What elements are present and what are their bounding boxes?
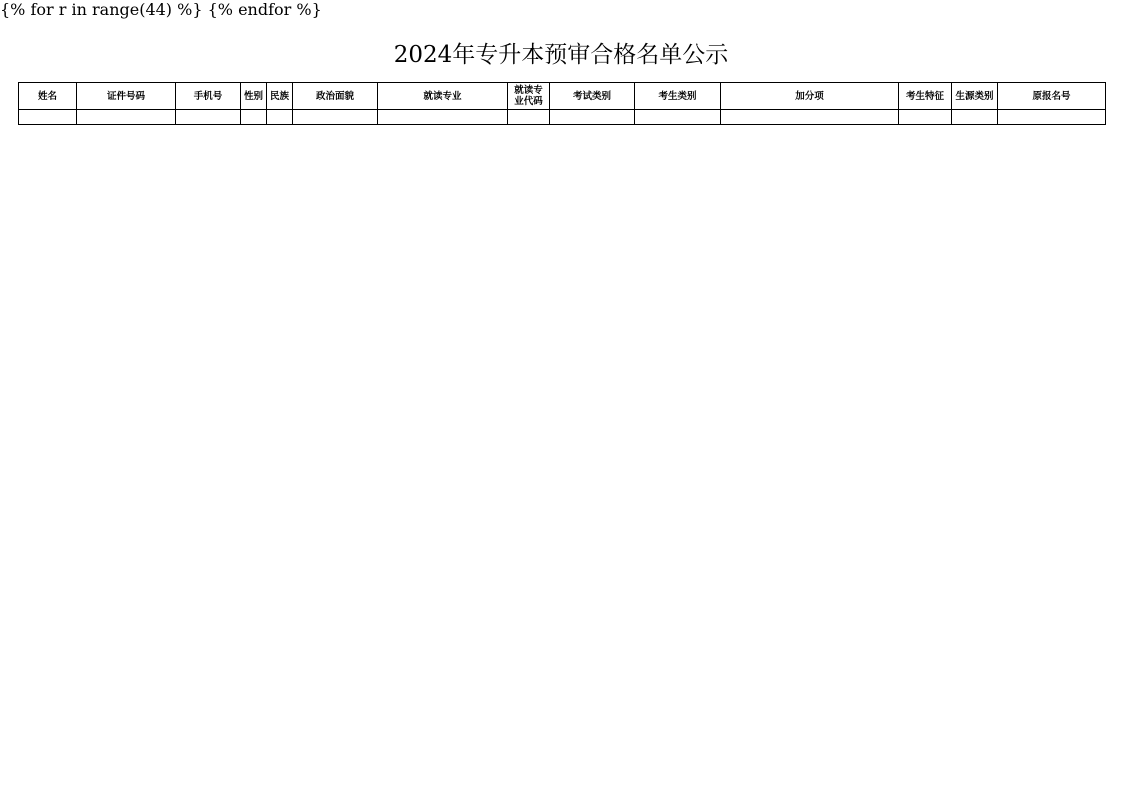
cell-candidate-feature [899,110,952,125]
col-phone: 手机号 [176,83,241,110]
cell-candidate-type [635,110,721,125]
col-bonus: 加分项 [721,83,899,110]
col-source-type: 生源类别 [952,83,998,110]
col-candidate-feature: 考生特征 [899,83,952,110]
col-major-code: 就读专业代码 [508,83,550,110]
cell-exam-category [550,110,635,125]
cell-id-number [77,110,176,125]
cell-registration-number [998,110,1106,125]
col-candidate-type: 考生类别 [635,83,721,110]
col-political-status: 政治面貌 [293,83,378,110]
header-row [19,83,1106,110]
cell-ethnicity [267,110,293,125]
cell-major-code [508,110,550,125]
col-name: 姓名 [19,83,77,110]
cell-name [19,110,77,125]
table-row [19,110,1106,125]
admission-list-table [18,82,1106,125]
col-id-number: 证件号码 [77,83,176,110]
page-title: 2024年专升本预审合格名单公示 [393,42,729,68]
cell-bonus [721,110,899,125]
cell-political-status [293,110,378,125]
cell-major [378,110,508,125]
col-ethnicity: 民族 [267,83,293,110]
cell-phone [176,110,241,125]
cell-gender [241,110,267,125]
col-exam-category: 考试类别 [550,83,635,110]
col-registration-number: 原报名号 [998,83,1106,110]
col-major: 就读专业 [378,83,508,110]
cell-source-type [952,110,998,125]
col-gender: 性别 [241,83,267,110]
